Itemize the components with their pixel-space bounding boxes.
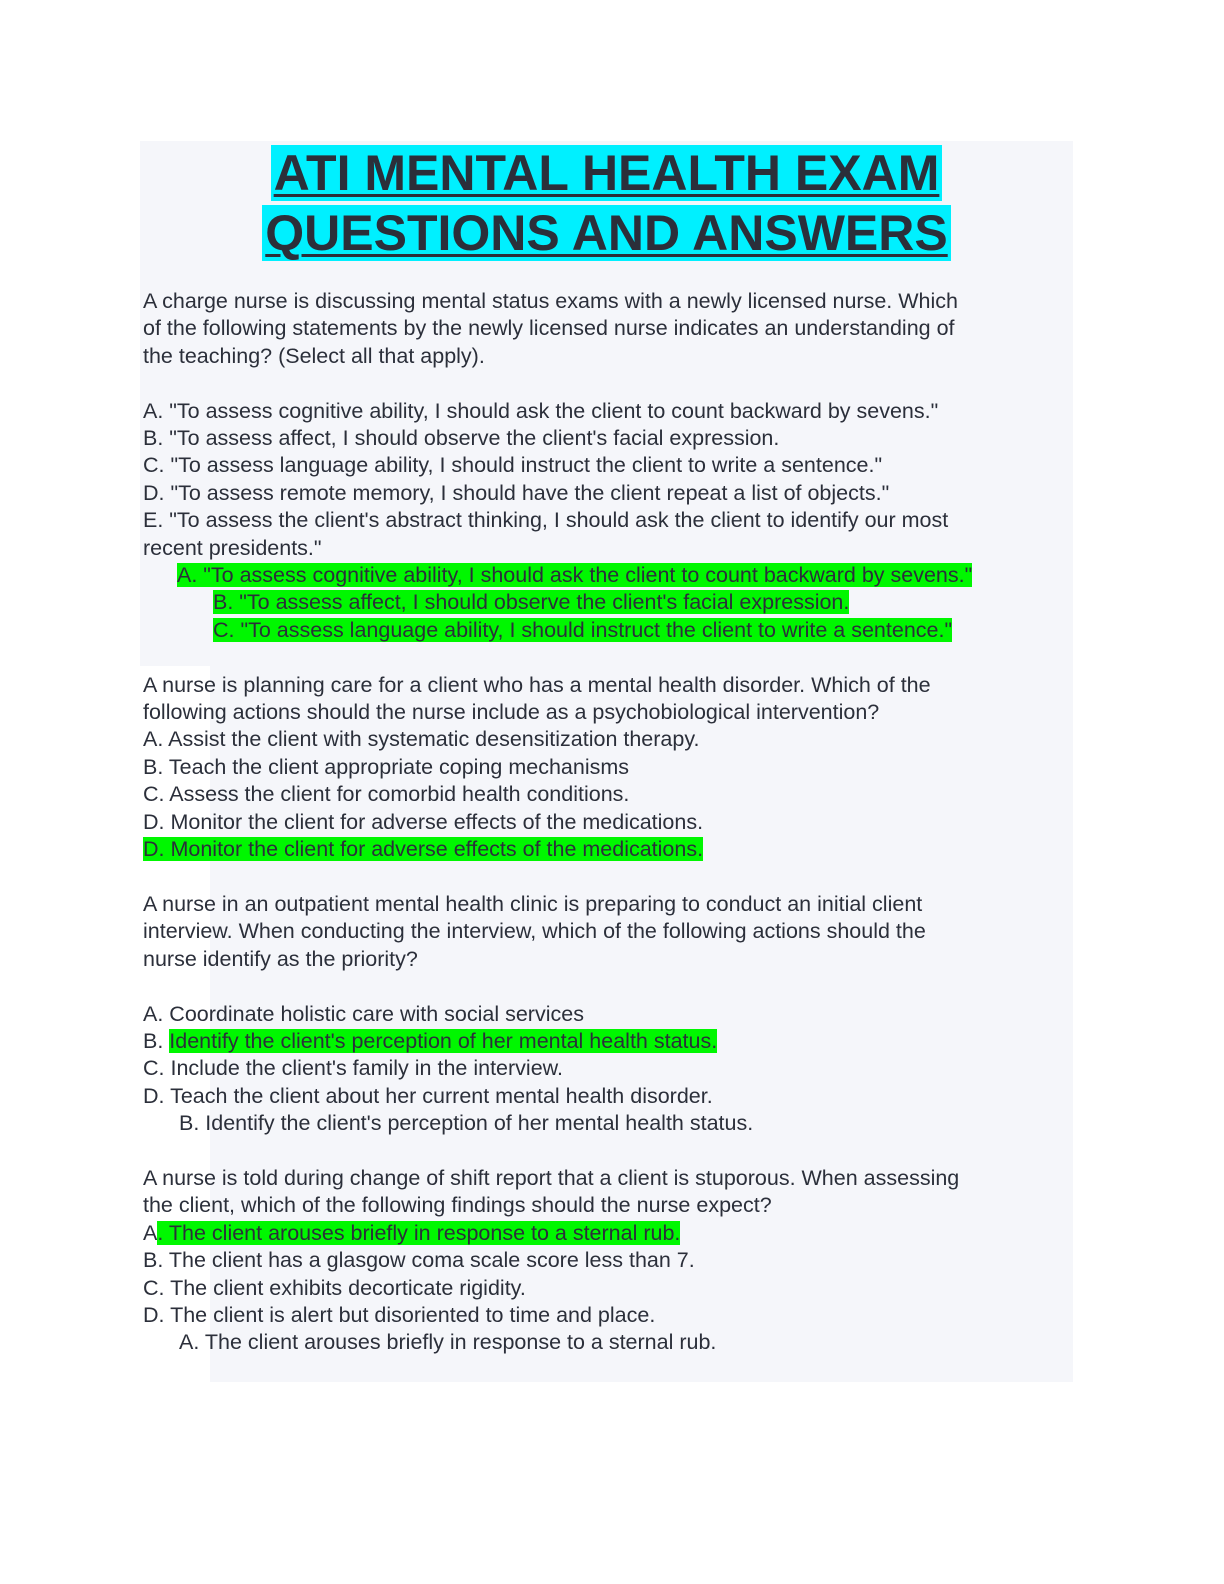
- q3-option: D. Teach the client about her current mental health disorder.: [143, 1083, 713, 1108]
- document-body: [143, 288, 1063, 1357]
- q2-option: D. Monitor the client for adverse effects of the medications.: [143, 809, 704, 834]
- q1-option: D. "To assess remote memory, I should have the client repeat a list of objects.": [143, 480, 890, 505]
- q2-option: C. Assess the client for comorbid health conditions.: [143, 782, 630, 807]
- q1-answer: [143, 589, 1063, 616]
- q1-stem-line: A charge nurse is discussing mental status exams with a newly licensed nurse. Which: [143, 289, 958, 313]
- q3-option: A. Coordinate holistic care with social services: [143, 1001, 584, 1026]
- q4-answer: A. The client arouses briefly in response to a sternal rub.: [179, 1330, 717, 1355]
- q2-answer-highlight: D. Monitor the client for adverse effects of the medications.: [143, 837, 704, 862]
- q3-stem-line: nurse identify as the priority?: [143, 946, 418, 971]
- q4-option: A. The client arouses briefly in response to a sternal rub.: [143, 1220, 681, 1245]
- q1-option: C. "To assess language ability, I should instruct the client to write a sentence.": [143, 453, 883, 478]
- q1-stem-line: the teaching? (Select all that apply).: [143, 343, 485, 368]
- title-line-1: ATI MENTAL HEALTH EXAM: [271, 145, 943, 201]
- q1-answer-highlight: C. "To assess language ability, I should instruct the client to write a sentence.": [213, 617, 953, 642]
- q3-option-highlight: Identify the client's perception of her mental health status.: [169, 1028, 718, 1053]
- q1-option: A. "To assess cognitive ability, I should ask the client to count backward by sevens.": [143, 398, 939, 423]
- q1-option: B. "To assess affect, I should observe the client's facial expression.: [143, 426, 780, 451]
- q3-stem-line: A nurse in an outpatient mental health clinic is preparing to conduct an initial client: [143, 891, 923, 916]
- title-line-2: QUESTIONS AND ANSWERS: [262, 205, 950, 261]
- q1-answer: [143, 617, 1063, 644]
- q1-stem-line: of the following statements by the newly licensed nurse indicates an understanding of: [143, 316, 955, 341]
- q4-option: D. The client is alert but disoriented to time and place.: [143, 1302, 656, 1327]
- q3-option: B. Identify the client's perception of her mental health status.: [143, 1028, 718, 1053]
- q1-option: E. "To assess the client's abstract thinking, I should ask the client to identify our most: [143, 508, 949, 533]
- page-title: [140, 143, 1073, 263]
- q1-answer-highlight: A. "To assess cognitive ability, I should ask the client to count backward by sevens.": [177, 563, 973, 588]
- q4-option-highlight: . The client arouses briefly in response to a sternal rub.: [157, 1220, 681, 1245]
- q2-stem-line: following actions should the nurse include as a psychobiological intervention?: [143, 700, 880, 725]
- q3-stem-line: interview. When conducting the interview, which of the following actions should the: [143, 919, 926, 944]
- q2-answer: [143, 836, 1063, 863]
- q1-option: recent presidents.": [143, 535, 322, 560]
- q2-stem-line: A nurse is planning care for a client who has a mental health disorder. Which of the: [143, 672, 931, 697]
- q4-stem-line: A nurse is told during change of shift report that a client is stuporous. When assessing: [143, 1165, 960, 1190]
- q4-option: B. The client has a glasgow coma scale score less than 7.: [143, 1248, 695, 1273]
- q1-answer: [143, 562, 1063, 589]
- q3-answer: B. Identify the client's perception of her mental health status.: [179, 1111, 754, 1136]
- q2-option: B. Teach the client appropriate coping mechanisms: [143, 754, 630, 779]
- q4-stem-line: the client, which of the following findings should the nurse expect?: [143, 1193, 772, 1218]
- q1-answer-highlight: B. "To assess affect, I should observe the client's facial expression.: [213, 590, 850, 615]
- q3-option: C. Include the client's family in the interview.: [143, 1056, 563, 1081]
- q2-option: A. Assist the client with systematic desensitization therapy.: [143, 727, 700, 752]
- q4-option: C. The client exhibits decorticate rigidity.: [143, 1275, 526, 1300]
